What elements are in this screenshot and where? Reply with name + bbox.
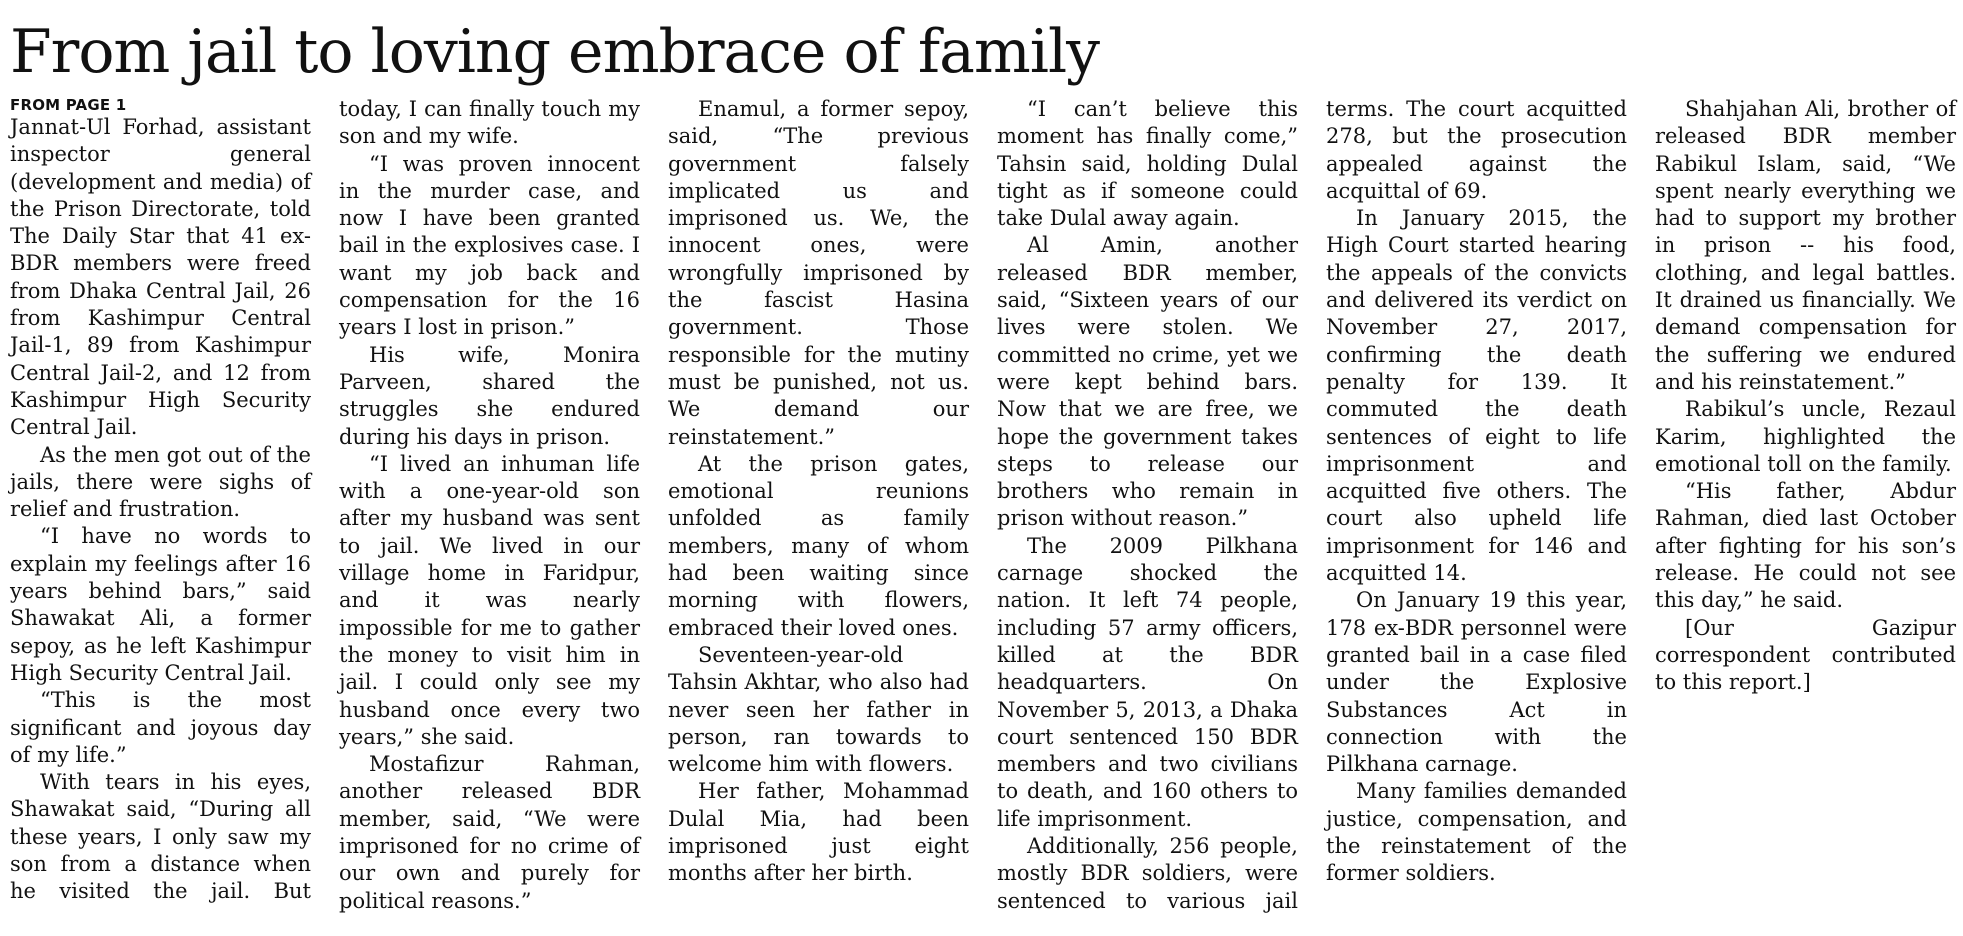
article-paragraph: “I was proven innocent in the murder case, and now I have been granted bail in the explosives case. I want my job back and compensation for the 16 years I lost in prison.” [339,151,640,340]
article-paragraph: Seventeen-year-old Tahsin Akhtar, who also had never seen her father in person, ran towards to welcome him with flowers. [668,642,969,777]
article-paragraph: Rabikul’s uncle, Rezaul Karim, highlighted the emotional toll on the family. [1655,397,1956,476]
article-paragraph: Shahjahan Ali, brother of released BDR member Rabikul Islam, said, “We spent nearly everything we had to support my brother in prison -- his food, clothing, and legal battles. It drained us financially. We demand compensation for the suffering we endured and his reinstatement.” [1655,97,1956,394]
article-paragraph: “I have no words to explain my feelings after 16 years behind bars,” said Shawakat Ali, a former sepoy, as he left Kashimpur High Security Central Jail. [10,524,311,685]
article-paragraph: Mostafizur Rahman, another released BDR member, said, “We were imprisoned for no crime of our own and purely for political reasons.” [339,752,640,913]
article-paragraph: Enamul, a former sepoy, said, “The previous government falsely implicated us and imprisoned us. We, the innocent ones, were wrongfully imprisoned by the fascist Hasina government. Those responsible for the mutiny must be punished, not us. We demand our reinstatement.” [668,97,969,449]
article-paragraph: “I lived an inhuman life with a one-year-old son after my husband was sent to jail. We lived in our village home in Faridpur, and it was nearly impossible for me to gather the money to visit him in jail. I could only see my husband once every two years,” she said. [339,451,640,749]
article-paragraph: “I can’t believe this moment has finally come,” Tahsin said, holding Dulal tight as if someone could take Dulal away again. [997,97,1298,231]
article-paragraph: At the prison gates, emotional reunions unfolded as family members, many of whom had been waiting since morning with flowers, embraced their loved ones. [668,451,969,640]
article-paragraph: [Our Gazipur correspondent contributed to this report.] [1655,615,1956,695]
article-paragraph: On January 19 this year, 178 ex-BDR personnel were granted bail in a case filed under the Explosive Substances Act in connection with the Pilkhana carnage. [1326,588,1627,777]
article-body [10,96,1956,932]
article-paragraph: With tears in his eyes, Shawakat said, “During all these years, I only saw my son from a distance when he visited the jail. But today, I can finally touch my son and my wife. [10,97,640,904]
article-paragraph: As the men got out of the jails, there were sighs of relief and frustration. [10,442,311,522]
article-paragraph: In January 2015, the High Court started hearing the appeals of the convicts and delivered its verdict on November 27, 2017, confirming the death penalty for 139. It commuted the death sentences of eight to life imprisonment and acquitted five others. The court also upheld life imprisonment for 146 and acquitted 14. [1326,206,1627,586]
article-headline: From jail to loving embrace of family [10,17,1100,87]
article-paragraph: His wife, Monira Parveen, shared the struggles she endured during his days in prison. [339,342,640,449]
article-paragraph: Jannat-Ul Forhad, assistant inspector general (development and media) of the Prison Directorate, told The Daily Star that 41 ex-BDR members were freed from Dhaka Central Jail, 26 from Kashimpur Central Jail-1, 89 from Kashimpur Central Jail-2, and 12 from Kashimpur High Security Central Jail. [10,115,311,440]
article-paragraph: “This is the most significant and joyous day of my life.” [10,688,311,767]
article-paragraph: The 2009 Pilkhana carnage shocked the nation. It left 74 people, including 57 army officers, killed at the BDR headquarters. On November 5, 2013, a Dhaka court sentenced 150 BDR members and two civilians to death, and 160 others to life imprisonment. [997,533,1298,831]
article-paragraph: Her father, Mohammad Dulal Mia, had been imprisoned just eight months after her birth. [668,779,969,886]
article-paragraph: Al Amin, another released BDR member, said, “Sixteen years of our lives were stolen. We committed no crime, yet we were kept behind bars. Now that we are free, we hope the government takes steps to release our brothers who remain in prison without reason.” [997,233,1298,531]
article-paragraph: “His father, Abdur Rahman, died last October after fighting for his son’s release. He could not see this day,” he said. [1655,479,1956,613]
continuation-kicker: FROM PAGE 1 [10,96,127,114]
article-paragraph: Additionally, 256 people, mostly BDR soldiers, were sentenced to various jail terms. The court acquitted 278, but the prosecution appealed against the acquittal of 69. [997,97,1627,913]
article-paragraph: Many families demanded justice, compensation, and the reinstatement of the former soldiers. [1326,779,1627,886]
